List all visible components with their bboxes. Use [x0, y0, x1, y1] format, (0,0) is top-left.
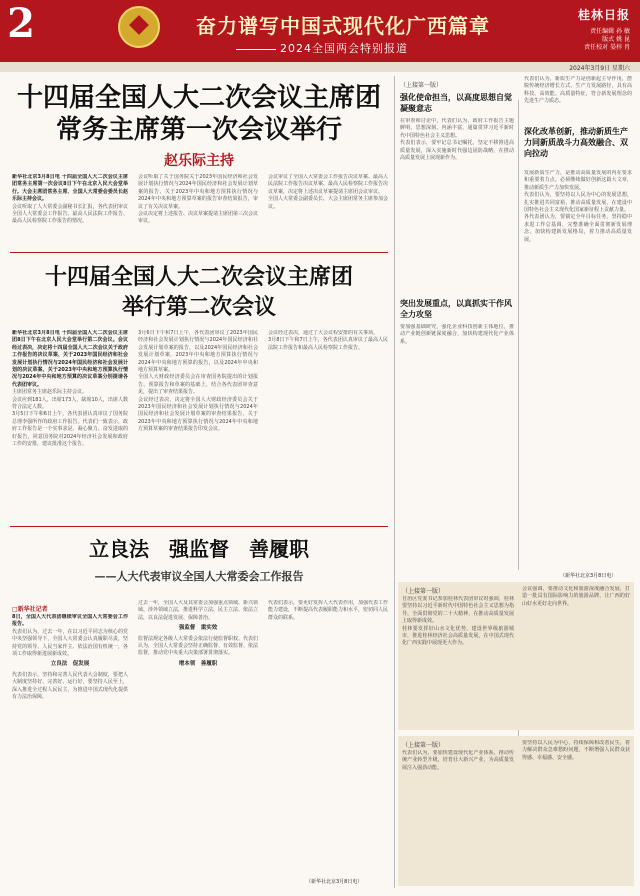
- article3-headline: 立良法 强监督 善履职: [89, 537, 309, 561]
- continued-label: （上接第一版）: [400, 82, 443, 89]
- paragraph: 全国人大财政经济委员会在审查国务院提出的计划报告、预算报告和草案的基础上，结合各代表团审查意见，提出了审查结果报告。: [138, 374, 258, 396]
- headline-line: 举行第二次会议: [121, 294, 276, 320]
- paragraph: 会议决定将上述报告、决议草案提请主席团第三次会议审议。: [138, 211, 258, 225]
- paragraph: 监督法规定各级人大常委会依法行使监督职权。代表们认为，全国人大常委会坚持正确监督、有效监督、依法监督，推动党中央重大决策部署贯彻落实。: [138, 635, 258, 657]
- paragraph: 自治区党委书记参加桂林代表团审议时强调，桂林要坚持以习近平新时代中国特色社会主义思想为指导，全面贯彻党的二十大精神，在推动高质量发展上取得新成效。: [402, 596, 514, 625]
- paragraph: 主席团常务主席赵乐际主持会议。: [12, 389, 88, 396]
- issue-date: 2024年3月9日 星期六: [569, 65, 630, 72]
- article1-author-line: 赵乐际主持: [164, 153, 234, 169]
- headline-line: 十四届全国人大二次会议主席团: [16, 83, 381, 113]
- section-subhead: 增本领 善履职: [178, 660, 218, 667]
- paragraph: 会议强调，要推动文化和旅游深度融合发展，打造一批具有国际影响力的旅游品牌，让广西的好山好水更好走向世界。: [522, 586, 630, 607]
- masthead: [0, 0, 640, 62]
- editor-line: 版式 姚 昆: [602, 36, 630, 43]
- paragraph: 会议经过表决，决定将全国人大财政经济委员会关于2023年国民经济和社会发展计划执行情况与2024年国民经济和社会发展计划草案的审查结果报告、关于2023年中央和地方预算执行情况与2024年中央和地方预算草案的审查结果报告印发会议。: [138, 396, 258, 433]
- article3-subheadline: ——人大代表审议全国人大常委会工作报告: [94, 570, 304, 583]
- rightcol-text: [400, 324, 514, 570]
- article1-headline: [10, 82, 388, 146]
- article2-col: [138, 330, 258, 520]
- editor-line: 责任编辑 孙 敏: [590, 28, 630, 35]
- paragraph: 会议听取了关于国务院关于2023年国民经济和社会发展计划执行情况与2024年国民经济和社会发展计划草案的报告，关于2023年中央和地方预算执行情况与2024年中央和地方预算草案的报告审查结果报告，审议了有关决议草案。: [138, 174, 258, 210]
- dateline-bar: [0, 62, 640, 72]
- party-emblem-icon: [118, 6, 160, 48]
- column-divider: [394, 76, 395, 888]
- paragraph: 3月8日下午和7日上午，各代表团认真审议了最高人民法院工作报告和最高人民检察院工作报告。: [268, 337, 388, 351]
- section-divider: [10, 252, 388, 253]
- paragraph: 代表们认为，要加快建设现代化产业体系，推动传统产业转型升级，培育壮大新兴产业，为高质量发展注入强劲动能。: [402, 750, 514, 771]
- section-heading: 突出发展重点，以真抓实干作风全力攻坚: [400, 298, 512, 319]
- paragraph: 全国人大常委会副委员长、大会主席团常务主席参加会议。: [268, 196, 388, 210]
- paragraph: 新华社北京3月8日电 十四届全国人大二次会议主席团常务主席第一次会议8日下午在北京人民大会堂举行。大会主席团常务主席、全国人大常委会委员长赵乐际主持会议。: [12, 174, 128, 203]
- editor-line: 责任校对 晏梓 肖: [584, 44, 630, 51]
- column-divider: [518, 100, 519, 570]
- paragraph: 在审查和讨论中，代表们认为，政府工作报告主题鲜明、思想深刻、内涵丰富，通篇贯穿习近平新时代中国特色社会主义思想。: [400, 118, 514, 139]
- section-heading: 强化使命担当，以高度思想自觉凝聚意志: [400, 92, 512, 113]
- paragraph: 发展新质生产力，是推动高质量发展的内在要求和重要着力点。必须继续做好创新这篇大文章，推动新质生产力加快发展。: [524, 170, 632, 191]
- headline-line: 常务主席第一次会议举行: [55, 115, 342, 145]
- paragraph: 新华社北京3月8日电 十四届全国人大二次会议主席团8日下午在北京人民大会堂举行第二次会议。会议经过表决，决定将十四届全国人大二次会议关于政府工作报告的决议草案、关于2023年国民经济和社会发展计划执行情况与2024年国民经济和社会发展计划的决议草案、关于2023年中央和地方预算执行情况与2024年中央和地方预算的决议草案分别提请各代表团审议。: [12, 330, 128, 388]
- page-number: 2: [7, 0, 35, 47]
- article3-col: [268, 600, 388, 884]
- article3-col: [12, 614, 128, 884]
- article3-kicker: □新华社记者: [12, 606, 48, 613]
- paragraph: 会议应到181人，出席173人，缺席10人，出席人数符合法定人数。: [12, 396, 128, 411]
- section-subhead: 立良法 促发展: [50, 661, 90, 668]
- paragraph: 要坚持以人民为中心，持续保障和改善民生，着力解决群众急难愁盼问题，不断增强人民群众获得感、幸福感、安全感。: [522, 740, 630, 761]
- paragraph: 各代表团认为，要锚定全年目标任务，坚持稳中求进工作总基调，完整准确全面贯彻新发展理念，加快构建新发展格局，着力推动高质量发展。: [524, 214, 632, 243]
- paragraph: 8日，全国人大代表团继续审议全国人大常委会工作报告。: [12, 614, 128, 628]
- paragraph: 过去一年，全国人大及其常委会加强重点领域、新兴领域、涉外领域立法，推进科学立法、民主立法、依法立法，以良法促进发展、保障善治。: [138, 600, 258, 621]
- paragraph: 代表们表示，要牢记总书记嘱托，坚定不移推进高质量发展，深入实施新时代强边固防战略，在推动高质量发展上展现新作为。: [400, 140, 514, 162]
- paragraph: 桂林要发挥好山水文化优势，建设世界级旅游城市，推进桂林经济社会高质量发展，在中国式现代化广西实践中展现更大作为。: [402, 625, 514, 647]
- rightcol-text: [524, 76, 632, 122]
- newspaper-brand: 桂林日报: [577, 8, 630, 22]
- paragraph: 3月5日下午和6日上午，各代表团认真审议了国务院总理李强所作的政府工作报告。代表们一致表示，政府工作报告是一个实事求是、凝心聚力、奋发进取的好报告，同意国务院对2024年经济社会发展和政府工作的安排，建议批准这个报告。: [12, 411, 128, 448]
- paragraph: 代表们认为，过去一年，在以习近平同志为核心的党中央坚强领导下，全国人大常委会认真履职尽责，坚持党的领导、人民当家作主、依法治国有机统一，各项工作取得新进展新成效。: [12, 628, 128, 658]
- article2-col: [12, 330, 128, 520]
- bottom-right-text: [402, 596, 514, 726]
- continued-label: （上接第一版）: [402, 588, 445, 595]
- headline-line: 十四届全国人大二次会议主席团: [44, 264, 353, 290]
- paragraph: 代表们表示，坚持和完善人民代表大会制度，要把人大制度坚持好、完善好、运行好，要坚持人民至上，深入推进全过程人民民主，为推进中国式现代化提供有力法治保障。: [12, 671, 128, 701]
- paragraph: 要加强基础研究，强化企业科技创新主体地位，推动产业链创新链深度融合，加快构建现代化产业体系。: [400, 324, 514, 345]
- rightcol-text: [400, 118, 514, 294]
- bottom-right-text: [522, 586, 630, 726]
- article3-col: [138, 600, 258, 884]
- article1-col: [138, 174, 258, 246]
- editor-credits: [584, 28, 630, 52]
- paragraph: 代表们认为，要坚持以人民为中心的发展思想，扎实推进共同富裕，推动高质量发展，在建设中国特色社会主义现代化国家新征程上贡献力量。: [524, 192, 632, 214]
- paragraph: 会议审议了全国人大常委会工作报告决议草案、最高人民法院工作报告决议草案、最高人民检察院工作报告决议草案，决定将上述决议草案提请主席团会议审议。: [268, 174, 388, 195]
- section-divider: [10, 526, 388, 527]
- article3-closing: （新华社北京3月8日电）: [306, 879, 363, 885]
- bottom-right-text: [402, 750, 514, 882]
- bottom-right-text: [522, 740, 630, 882]
- paragraph: 代表们表示，要更好发挥人大代表作用，加强代表工作能力建设，不断提高代表履职能力和水平，密切同人民群众的联系。: [268, 600, 388, 621]
- paragraph: 3月6日下午和7日上午，各代表团审议了2023年国民经济和社会发展计划执行情况与2024年国民经济和社会发展计划草案的报告，以及2024年国民经济和社会发展计划草案，2023年中央和地方预算执行情况与2024年中央和地方预算的报告，以及2024年中央和地方预算草案。: [138, 330, 258, 374]
- article1-col: [12, 174, 128, 246]
- section-heading: 深化改革创新，推动新质生产力同新质战斗力高效融合、双向拉动: [524, 126, 628, 158]
- banner-subtitle: 2024全国两会特别报道: [236, 40, 408, 56]
- continued-label: （上接第一版）: [402, 742, 445, 749]
- banner-title: 奋力谱写中国式现代化广西篇章: [196, 14, 490, 38]
- article1-col: [268, 174, 388, 246]
- rightcol-text: [524, 170, 632, 570]
- paragraph: 会议经过表决，通过了大会议程安排的有关事项。: [268, 330, 379, 336]
- rightcol-closing: （新华社北京3月8日电）: [560, 573, 617, 579]
- article2-col: [268, 330, 388, 520]
- article2-headline: [10, 262, 388, 322]
- paragraph: 代表们认为，新质生产力是创新起主导作用，摆脱传统经济增长方式、生产力发展路径，具有高科技、高效能、高质量特征，符合新发展理念的先进生产力质态。: [524, 76, 632, 105]
- paragraph: 会议听取了人大常委会副秘书长汇报，各代表团审议全国人大常委会工作报告、最高人民法院工作报告、最高人民检察院工作报告的情况。: [12, 203, 128, 225]
- section-subhead: 强监督 重实效: [178, 625, 218, 632]
